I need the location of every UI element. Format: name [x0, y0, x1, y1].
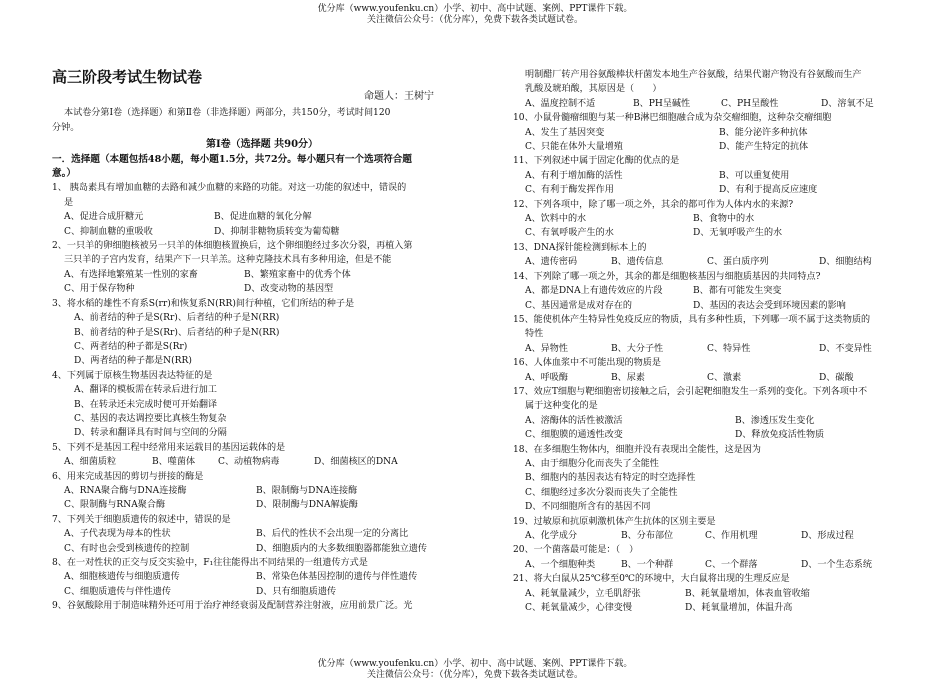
q17-stem-cont: 属于这种变化的是	[525, 401, 598, 412]
q17-option-c: C、细胞膜的通透性改变	[525, 430, 623, 441]
q19-option-a: A、化学成分	[525, 531, 578, 541]
q21-options-ab	[513, 587, 913, 601]
q19-option-b: B、分布部位	[621, 531, 674, 541]
q7-stem: 7、下列关于细胞质遗传的叙述中，错误的是	[52, 514, 231, 525]
q11-options-ab	[513, 169, 913, 183]
q15-stem-cont: 特性	[525, 329, 544, 340]
q17-stem: 17、效应T细胞与靶细胞密切接触之后，会引起靶细胞发生一系列的变化。下列各项中不	[513, 386, 868, 397]
q21-option-b: B、耗氧量增加，体表血管收缩	[685, 588, 810, 599]
q4-option-a: A、翻译的模板需在转录后进行加工	[74, 385, 217, 396]
q2-options-cd	[52, 282, 472, 296]
q18-option-d: D、不同细胞所含有的基因不同	[525, 502, 651, 513]
q2-stem: 2、一只羊的卵细胞核被另一只羊的体细胞核置换后，这个卵细胞经过多次分裂，再植入第	[52, 241, 413, 252]
q14-option-c: C、基因通常是成对存在的	[525, 300, 632, 311]
q17-options-cd	[513, 428, 913, 442]
q3-option-b: B、前者结的种子是S(Rr)、后者结的种子是N(RR)	[74, 327, 280, 338]
q10-option-d: D、能产生特定的抗体	[719, 142, 809, 153]
q18-stem: 18、在多细胞生物体内，细胞并没有表现出全能性，这是因为	[513, 444, 762, 455]
q6-stem: 6、用来完成基因的剪切与拼接的酶是	[52, 471, 204, 482]
part-heading-cont: 意。）	[52, 168, 76, 180]
q5-options	[52, 455, 472, 469]
section-heading: 第Ⅰ卷（选择题 共90分）	[205, 139, 319, 151]
q16-options	[513, 371, 913, 385]
q21-option-a: A、耗氧量减少，立毛肌舒张	[525, 588, 641, 599]
q3-option-c: C、两者结的种子都是S(Rr)	[74, 341, 188, 352]
q10-option-a: A、发生了基因突变	[525, 127, 605, 138]
q15-options	[513, 342, 913, 356]
q11-option-b: B、可以重复使用	[719, 170, 790, 181]
footer-line-2: 关注微信公众号：（优分库），免费下载各类试题试卷。	[366, 670, 583, 680]
q12-options-ab	[513, 212, 913, 226]
q13-options	[513, 255, 913, 269]
q4-option-d: D、转录和翻译具有时间与空间的分隔	[74, 428, 227, 439]
q1-option-d: D、抑制非糖物质转变为葡萄糖	[214, 226, 340, 237]
q13-option-d: D、细胞结构	[819, 257, 872, 268]
q12-option-b: B、食物中的水	[693, 214, 755, 225]
q16-stem: 16、人体血浆中不可能出现的物质是	[513, 358, 661, 369]
q8-stem: 8、在一对性状的正交与反交实验中，F₁往往能得出不同结果的一组遗传方式是	[52, 558, 368, 568]
q1-option-b: B、促进血糖的氧化分解	[214, 212, 312, 223]
exam-author: 命题人：王树宁	[364, 91, 434, 102]
q10-stem: 10、小鼠骨髓瘤细胞与某一种B淋巴细胞融合成为杂交瘤细胞，这种杂交瘤细胞	[513, 113, 832, 124]
q20-option-d: D、一个生态系统	[801, 559, 872, 570]
q20-stem: 20、一个菌落最可能是：（ ）	[513, 545, 639, 556]
q3-option-d: D、两者结的种子都是N(RR)	[74, 356, 192, 367]
q4-option-b: B、在转录还未完成时便可开始翻译	[74, 399, 218, 410]
q11-option-d: D、有利于提高反应速度	[719, 185, 818, 196]
q2-option-a: A、有选择地繁殖某一性别的家畜	[64, 269, 198, 280]
page-footer	[0, 659, 950, 681]
q7-options-cd	[52, 542, 472, 556]
q20-options	[513, 558, 913, 572]
q13-stem: 13、DNA探针能检测到标本上的	[513, 242, 647, 253]
q4-option-c: C、基因的表达调控要比真核生物复杂	[74, 413, 227, 424]
q19-option-d: D、形成过程	[801, 531, 854, 541]
q7-option-c: C、有时也会受到核遗传的控制	[64, 543, 190, 554]
q2-stem-cont: 三只羊的子宫内发育，结果产下一只羊羔。这种克隆技术具有多种用途，但是不能	[64, 255, 392, 266]
q14-options-ab	[513, 284, 913, 298]
q17-option-d: D、释放免疫活性物质	[735, 430, 825, 441]
q1-options-ab	[52, 210, 472, 224]
q6-option-a: A、RNA聚合酶与DNA连接酶	[64, 485, 187, 496]
q9-option-a: A、温度控制不适	[525, 98, 596, 109]
q1-stem: 1、 胰岛素具有增加血糖的去路和减少血糖的来路的功能。对这一功能的叙述中，错误的	[52, 183, 407, 194]
q20-option-c: C、一个群落	[705, 559, 758, 570]
q14-option-d: D、基因的表达会受到环境因素的影响	[693, 300, 846, 311]
left-column	[52, 68, 472, 614]
q15-option-c: C、特异性	[707, 343, 751, 354]
q7-options-ab	[52, 527, 472, 541]
q2-options-ab	[52, 268, 472, 282]
q5-option-d: D、细菌核区的DNA	[314, 457, 398, 468]
q14-option-a: A、都是DNA上有遗传效应的片段	[525, 286, 663, 297]
q6-options-ab	[52, 484, 472, 498]
q15-option-d: D、不变异性	[819, 343, 872, 354]
header-line-1: 优分库（www.youfenku.cn）小学、初中、高中试题、案例、PPT课件下载。	[317, 4, 633, 14]
q17-options-ab	[513, 414, 913, 428]
q10-option-b: B、能分泌许多种抗体	[719, 127, 808, 138]
q7-option-d: D、细胞质内的大多数细胞器都能独立遗传	[256, 543, 427, 554]
q6-options-cd	[52, 498, 472, 512]
q12-options-cd	[513, 226, 913, 240]
q11-option-a: A、有利于增加酶的活性	[525, 170, 623, 181]
q5-option-c: C、动植物病毒	[218, 457, 280, 468]
q11-options-cd	[513, 183, 913, 197]
q8-option-c: C、细胞质遗传与伴性遗传	[64, 586, 171, 597]
q9-option-b: B、PH呈碱性	[633, 98, 691, 109]
q5-option-a: A、细菌质粒	[64, 457, 117, 468]
q1-option-a: A、促进合成肝糖元	[64, 212, 144, 223]
q14-options-cd	[513, 299, 913, 313]
q13-option-c: C、蛋白质序列	[707, 257, 769, 268]
q9-stem-cont-2: 乳酸及琥珀酸，其原因是（ ）	[525, 84, 662, 95]
q8-option-a: A、细胞核遗传与细胞质遗传	[64, 572, 180, 583]
q2-option-c: C、用于保存物种	[64, 284, 135, 295]
q21-stem: 21、将大白鼠从25℃移至0℃的环境中，大白鼠将出现的生理反应是	[513, 574, 790, 585]
q9-option-d: D、溶氧不足	[821, 98, 874, 109]
q13-option-a: A、遗传密码	[525, 257, 578, 268]
q3-stem: 3、将水稻的雄性不育系S(rr)和恢复系N(RR)间行种植，它们所结的种子是	[52, 298, 355, 309]
exam-intro: 本试卷分第Ⅰ卷（选择题）和第Ⅱ卷（非选择题）两部分，共150分，考试时间120	[64, 108, 391, 119]
part-heading: 一．选择题（本题包括48小题，每小题1.5分，共72分。每小题只有一个选项符合题	[52, 153, 412, 165]
q17-option-b: B、渗透压发生变化	[735, 415, 815, 426]
q3-option-a: A、前者结的种子是S(Rr)、后者结的种子是N(RR)	[74, 313, 280, 324]
q19-stem: 19、过敏原和抗原刺激机体产生抗体的区别主要是	[513, 516, 716, 527]
q9-options	[513, 97, 913, 111]
q21-options-cd	[513, 601, 913, 615]
q7-option-b: B、后代的性状不会出现一定的分离比	[256, 529, 409, 540]
q10-options-cd	[513, 140, 913, 154]
q20-option-a: A、一个细胞种类	[525, 559, 596, 570]
q5-option-b: B、噬菌体	[152, 457, 196, 468]
q17-option-a: A、溶酶体的活性被激活	[525, 415, 623, 426]
q9-stem: 9、谷氨酸除用于制造味精外还可用于治疗神经衰弱及配制营养注射液，应用前景广泛。光	[52, 601, 413, 612]
q10-option-c: C、只能在体外大量增殖	[525, 142, 623, 153]
q12-option-d: D、无氧呼吸产生的水	[693, 228, 783, 239]
q15-option-a: A、异物性	[525, 343, 568, 354]
q21-option-c: C、耗氧量减少，心律变慢	[525, 603, 632, 614]
q9-option-c: C、PH呈酸性	[721, 98, 779, 109]
q8-option-d: D、只有细胞质遗传	[256, 586, 337, 597]
q2-option-b: B、繁殖家畜中的优秀个体	[244, 269, 351, 280]
q16-option-c: C、激素	[707, 372, 742, 383]
q12-stem: 12、下列各项中，除了哪一项之外，其余的都可作为人体内水的来源?	[513, 199, 794, 210]
q12-option-c: C、有氧呼吸产生的水	[525, 228, 614, 239]
q12-option-a: A、饮料中的水	[525, 214, 587, 225]
footer-line-1: 优分库（www.youfenku.cn）小学、初中、高中试题、案例、PPT课件下载。	[317, 659, 633, 669]
q15-option-b: B、大分子性	[611, 343, 664, 354]
exam-title: 高三阶段考试生物试卷	[52, 68, 203, 86]
q21-option-d: D、耗氧量增加，体温升高	[685, 603, 793, 614]
q6-option-d: D、限制酶与DNA解旋酶	[256, 500, 358, 511]
q14-stem: 14、下列除了哪一项之外，其余的都是细胞核基因与细胞质基因的共同特点?	[513, 271, 821, 282]
q19-option-c: C、作用机理	[705, 531, 758, 541]
q11-option-c: C、有利于酶发挥作用	[525, 185, 614, 196]
q1-option-c: C、抑制血糖的重吸收	[64, 226, 153, 237]
q2-option-d: D、改变动物的基因型	[244, 284, 334, 295]
q16-option-a: A、呼吸酶	[525, 372, 568, 383]
q13-option-b: B、遗传信息	[611, 257, 664, 268]
right-column	[513, 68, 913, 615]
q14-option-b: B、都有可能发生突变	[693, 286, 782, 297]
q7-option-a: A、子代表现为母本的性状	[64, 529, 171, 540]
q18-option-c: C、细胞经过多次分裂而丧失了全能性	[525, 487, 678, 498]
q20-option-b: B、一个种群	[621, 559, 674, 570]
q6-option-c: C、限制酶与RNA聚合酶	[64, 500, 166, 511]
header-line-2: 关注微信公众号：（优分库），免费下载各类试题试卷。	[366, 15, 583, 25]
q1-stem-cont: 是	[64, 197, 74, 208]
q16-option-b: B、尿素	[611, 372, 645, 383]
page-header	[0, 4, 950, 26]
q15-stem: 15、能使机体产生特异性免疫反应的物质，具有多种性质，下列哪一项不属于这类物质的	[513, 314, 871, 325]
q18-option-a: A、由于细胞分化而丧失了全能性	[525, 458, 659, 469]
q19-options	[513, 529, 913, 543]
q9-stem-cont: 明制醋厂转产用谷氨酸棒状杆菌发本地生产谷氨酸，结果代谢产物没有谷氨酸而生产	[525, 70, 862, 80]
q5-stem: 5、下列不是基因工程中经常用来运载目的基因运载体的是	[52, 442, 286, 453]
q11-stem: 11、下列叙述中属于固定化酶的优点的是	[513, 156, 680, 167]
q1-options-cd	[52, 225, 472, 239]
q8-option-b: B、常染色体基因控制的遗传与伴性遗传	[256, 572, 418, 583]
q8-options-ab	[52, 570, 472, 584]
exam-intro-cont: 分钟。	[52, 122, 80, 133]
q16-option-d: D、碳酸	[819, 372, 854, 383]
q6-option-b: B、限制酶与DNA连接酶	[256, 485, 358, 496]
q4-stem: 4、下列属于原核生物基因表达特征的是	[52, 370, 213, 381]
q8-options-cd	[52, 585, 472, 599]
q18-option-b: B、细胞内的基因表达有特定的时空选择性	[525, 473, 696, 484]
q10-options-ab	[513, 126, 913, 140]
